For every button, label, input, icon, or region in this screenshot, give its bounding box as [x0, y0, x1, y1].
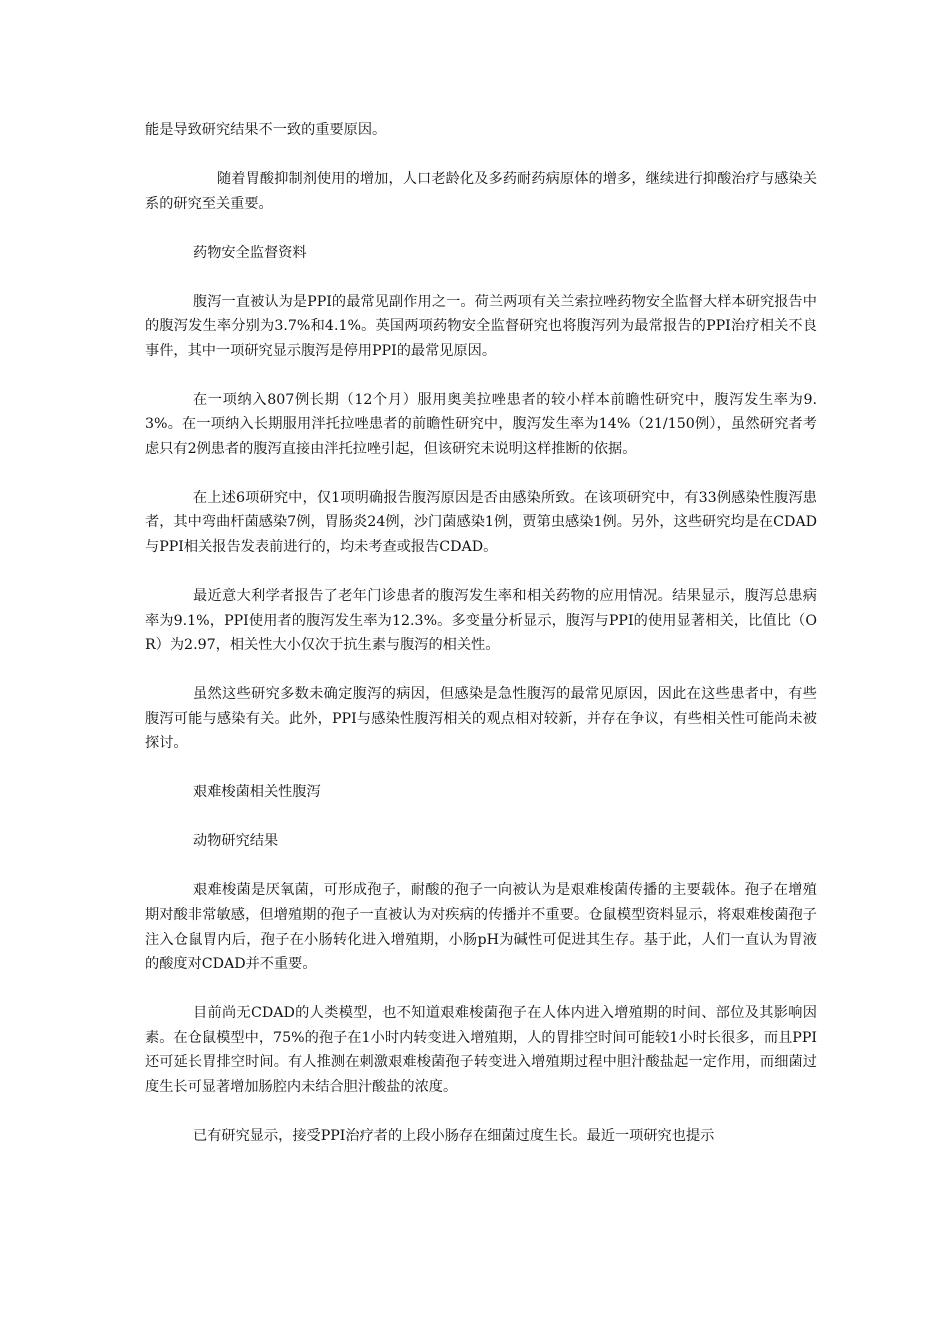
document-body — [145, 118, 817, 1173]
section-heading-cdad: 艰难梭菌相关性腹泻 — [193, 784, 321, 801]
paragraph-infection-causes: 在上述6项研究中，仅1项明确报告腹泻原因是否由感染所致。在该项研究中，有33例感染性腹泻患者，其中弯曲杆菌感染7例，胃肠炎24例，沙门菌感染1例，贾第虫感染1例。另外，这些研究均是在CDAD与PPI相关报告发表前进行的，均未考查或报告CDAD。 — [145, 489, 817, 556]
subsection-heading-animal-studies: 动物研究结果 — [193, 833, 279, 850]
section-heading-drug-safety: 药物安全监督资料 — [193, 244, 307, 261]
paragraph-bacterial-overgrowth: 已有研究显示，接受PPI治疗者的上段小肠存在细菌过度生长。最近一项研究也提示 — [193, 1127, 715, 1144]
paragraph-continued: 能是导致研究结果不一致的重要原因。 — [145, 122, 387, 138]
paragraph-prospective-studies: 在一项纳入807例长期（12个月）服用奥美拉唑患者的较小样本前瞻性研究中，腹泻发生率为9.3%。在一项纳入长期服用泮托拉唑患者的前瞻性研究中，腹泻发生率为14%（21/150例），虽然研究者考虑只有2例患者的腹泻直接由泮托拉唑引起，但该研究未说明这样推断的依据。 — [145, 391, 817, 457]
paragraph-c-difficile-spores: 艰难梭菌是厌氧菌，可形成孢子，耐酸的孢子一向被认为是艰难梭菌传播的主要载体。孢子在增殖期对酸非常敏感，但增殖期的孢子一直被认为对疾病的传播并不重要。仓鼠模型资料显示，将艰难梭菌孢子注入仓鼠胃内后，孢子在小肠转化进入增殖期，小肠pH为碱性可促进其生存。基于此，人们一直认为胃液的酸度对CDAD并不重要。 — [145, 882, 817, 973]
paragraph-diarrhea-side-effect: 腹泻一直被认为是PPI的最常见副作用之一。荷兰两项有关兰索拉唑药物安全监督大样本研究报告中的腹泻发生率分别为3.7%和4.1%。英国两项药物安全监督研究也将腹泻列为最常报告的PPI治疗相关不良事件，其中一项研究显示腹泻是停用PPI的最常见原因。 — [145, 293, 817, 359]
paragraph-human-model: 目前尚无CDAD的人类模型，也不知道艰难梭菌孢子在人体内进入增殖期的时间、部位及其影响因素。在仓鼠模型中，75%的孢子在1小时内转变进入增殖期，人的胃排空时间可能较1小时长很多，而且PPI还可延长胃排空时间。有人推测在刺激艰难梭菌孢子转变进入增殖期过程中胆汁酸盐起一定作用，而细菌过度生长可显著增加肠腔内未结合胆汁酸盐的浓度。 — [145, 1005, 817, 1095]
paragraph-italian-study: 最近意大利学者报告了老年门诊患者的腹泻发生率和相关药物的应用情况。结果显示，腹泻总患病率为9.1%，PPI使用者的腹泻发生率为12.3%。多变量分析显示，腹泻与PPI的使用显著相关，比值比（OR）为2.97，相关性大小仅次于抗生素与腹泻的相关性。 — [145, 588, 817, 654]
paragraph-acid-suppression: 随着胃酸抑制剂使用的增加，人口老龄化及多药耐药病原体的增多，继续进行抑酸治疗与感染关系的研究至关重要。 — [145, 170, 817, 212]
paragraph-etiology: 虽然这些研究多数未确定腹泻的病因，但感染是急性腹泻的最常见原因，因此在这些患者中，有些腹泻可能与感染有关。此外，PPI与感染性腹泻相关的观点相对较新，并存在争议，有些相关性可能尚未被探讨。 — [145, 686, 817, 752]
